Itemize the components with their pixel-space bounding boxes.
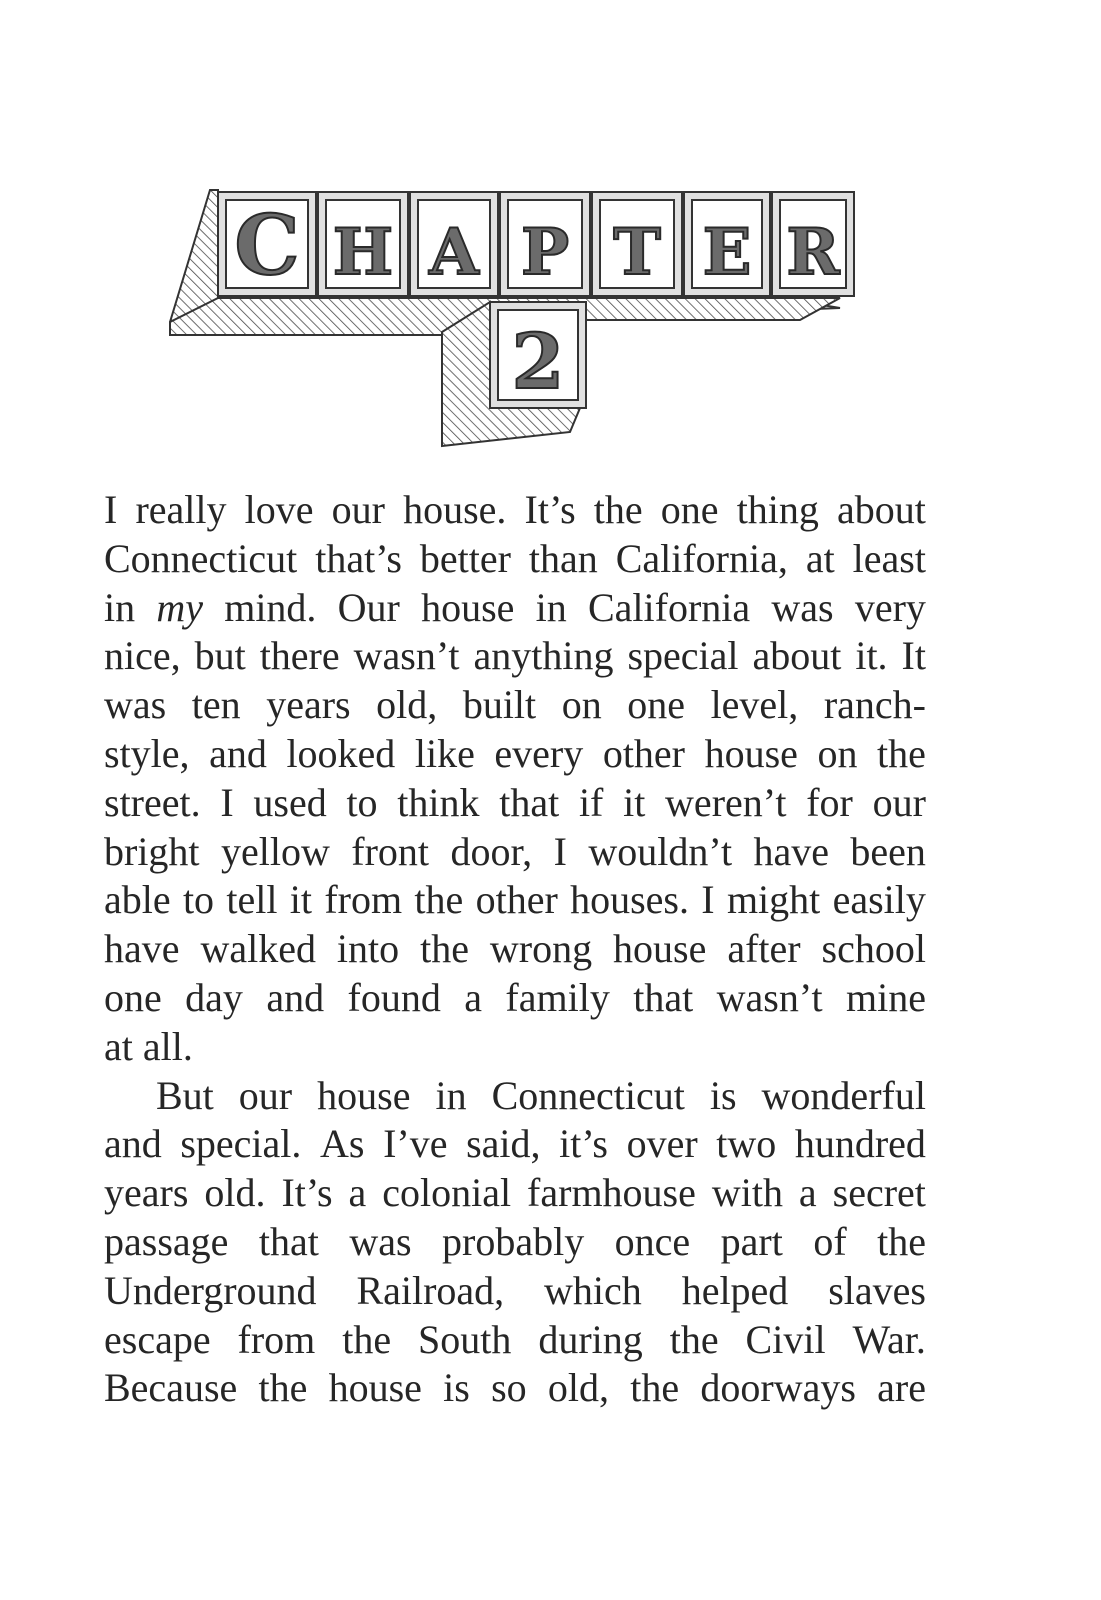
paragraph [104, 486, 926, 1072]
chapter-heading [160, 180, 880, 460]
text-line: was ten years old, built on one level, ranch- [104, 682, 926, 728]
text-line: bright yellow front door, I wouldn’t have been [104, 828, 926, 874]
text-line: I really love our house. It’s the one thing about [104, 487, 926, 532]
text-line: Because the house is so old, the doorways are [104, 1365, 926, 1411]
text-line: nice, but there wasn’t anything special about it. It [104, 633, 926, 679]
text-line: at all. [104, 1023, 193, 1069]
text-line: street. I used to think that if it weren’t for our [104, 779, 926, 825]
text-line: have walked into the wrong house after school [104, 926, 926, 972]
chapter-letter: P [520, 215, 570, 290]
chapter-letter: H [332, 215, 394, 290]
text-line: in my mind. Our house in California was very [104, 584, 926, 630]
chapter-letter-block [500, 192, 590, 296]
chapter-letter-block [318, 192, 408, 296]
text-line: But our house in Connecticut is wonderful [156, 1072, 926, 1118]
text-line: style, and looked like every other house on the [104, 730, 926, 776]
text-line: and special. As I’ve said, it’s over two hundred [104, 1121, 926, 1167]
text-line: Underground Railroad, which helped slaves [104, 1267, 926, 1313]
chapter-letter: C [234, 198, 300, 294]
paragraph [104, 1072, 926, 1414]
text-line: escape from the South during the Civil War. [104, 1316, 926, 1362]
text-line: able to tell it from the other houses. I might easily [104, 877, 926, 923]
chapter-letter: E [702, 215, 752, 290]
chapter-number: 2 [511, 317, 565, 406]
text-line: Connecticut that’s better than California, at least [104, 535, 926, 581]
chapter-letter-block [592, 192, 682, 296]
text-line: years old. It’s a colonial farmhouse with a secret [104, 1170, 926, 1216]
chapter-letter: T [613, 215, 661, 290]
chapter-letter-block [684, 192, 770, 296]
chapter-letter-block [410, 192, 498, 296]
chapter-letter: A [429, 215, 479, 290]
chapter-number-block [442, 302, 586, 446]
text-line: one day and found a family that wasn’t mine [104, 974, 926, 1020]
chapter-letter: R [786, 215, 840, 290]
text-line: passage that was probably once part of the [104, 1218, 926, 1264]
chapter-letter-block [772, 192, 854, 296]
chapter-letter-block [218, 192, 316, 296]
chapter-body-text [104, 486, 926, 1413]
